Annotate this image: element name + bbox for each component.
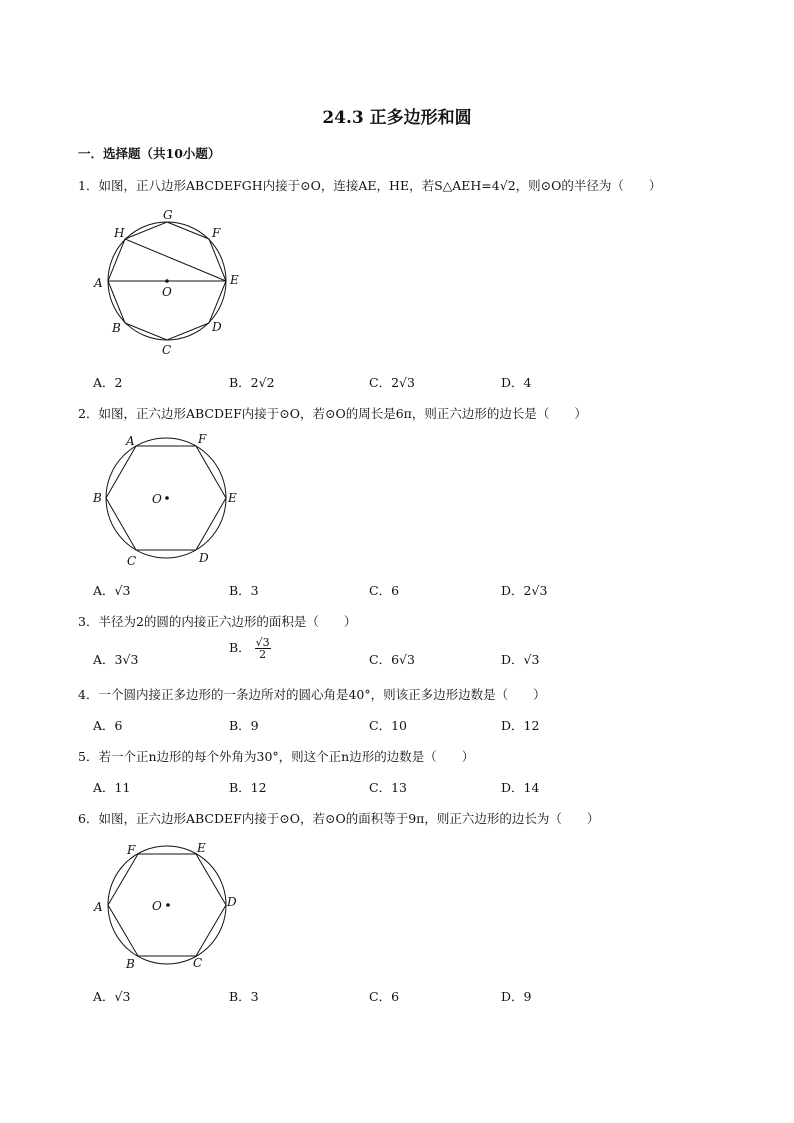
label-C: C (127, 554, 137, 568)
label-O: O (162, 285, 172, 299)
hexagon-figure-q2 (88, 430, 248, 570)
q1-option-a: A．2 (93, 375, 123, 390)
q4-option-a: A．6 (93, 718, 123, 733)
q5-option-b: B．12 (229, 780, 267, 795)
q3-option-b-fraction (255, 637, 271, 660)
label-D: D (212, 320, 222, 334)
label-A: A (94, 900, 103, 914)
section-heading: 一．选择题（共10小题） (78, 146, 221, 161)
q2-option-b: B．3 (229, 583, 259, 598)
label-E: E (197, 841, 206, 855)
label-C: C (193, 956, 203, 970)
label-F: F (212, 226, 221, 240)
label-E: E (230, 273, 239, 287)
q6-option-d: D．9 (501, 989, 532, 1004)
q1-option-b: B．2√2 (229, 375, 275, 390)
label-D: D (199, 551, 209, 565)
question-3-stem: 3．半径为2的圆的内接正六边形的面积是（ ） (78, 614, 357, 629)
q1-option-c: C．2√3 (369, 375, 415, 390)
q4-option-c: C．10 (369, 718, 407, 733)
q5-option-d: D．14 (501, 780, 540, 795)
label-D: D (227, 895, 237, 909)
q5-option-a: A．11 (93, 780, 131, 795)
question-5-stem: 5．若一个正n边形的每个外角为30°，则这个正n边形的边数是（ ） (78, 749, 475, 764)
q4-option-b: B．9 (229, 718, 259, 733)
question-1-stem: 1．如图，正八边形ABCDEFGH内接于⊙O，连接AE，HE，若S△AEH=4√2，则⊙O的半径为（ ） (78, 178, 662, 193)
label-B: B (112, 321, 121, 335)
label-A: A (94, 276, 103, 290)
fraction-numerator: √3 (255, 636, 270, 649)
q6-option-c: C．6 (369, 989, 400, 1004)
q1-option-d: D．4 (501, 375, 532, 390)
q2-option-c: C．6 (369, 583, 400, 598)
label-A: A (126, 434, 135, 448)
q3-option-d: D．√3 (501, 652, 540, 667)
q2-option-d: D．2√3 (501, 583, 548, 598)
q5-option-c: C．13 (369, 780, 407, 795)
label-G: G (163, 208, 173, 222)
page-title: 24.3 正多边形和圆 (322, 108, 472, 128)
label-O: O (152, 899, 162, 913)
label-O: O (152, 492, 162, 506)
label-B: B (126, 957, 135, 971)
label-E: E (228, 491, 237, 505)
q6-option-b: B．3 (229, 989, 259, 1004)
label-F: F (198, 432, 207, 446)
fraction-denominator: 2 (259, 648, 267, 661)
label-B: B (93, 491, 102, 505)
q3-option-b (229, 637, 271, 660)
q2-option-a: A．√3 (93, 583, 131, 598)
q6-option-a: A．√3 (93, 989, 131, 1004)
octagon-figure (88, 206, 248, 358)
q3-option-b-letter: B． (229, 640, 251, 655)
q3-option-c: C．6√3 (369, 652, 415, 667)
q3-option-a: A．3√3 (93, 652, 139, 667)
q4-option-d: D．12 (501, 718, 540, 733)
question-2-stem: 2．如图，正六边形ABCDEF内接于⊙O，若⊙O的周长是6π，则正六边形的边长是（ ） (78, 406, 587, 421)
hexagon-figure-q6 (88, 838, 248, 976)
label-C: C (162, 343, 172, 357)
label-F: F (127, 843, 136, 857)
label-H: H (114, 226, 125, 240)
question-4-stem: 4．一个圆内接正多边形的一条边所对的圆心角是40°，则该正多边形边数是（ ） (78, 687, 546, 702)
question-6-stem: 6．如图，正六边形ABCDEF内接于⊙O，若⊙O的面积等于9π，则正六边形的边长为（ ） (78, 811, 600, 826)
